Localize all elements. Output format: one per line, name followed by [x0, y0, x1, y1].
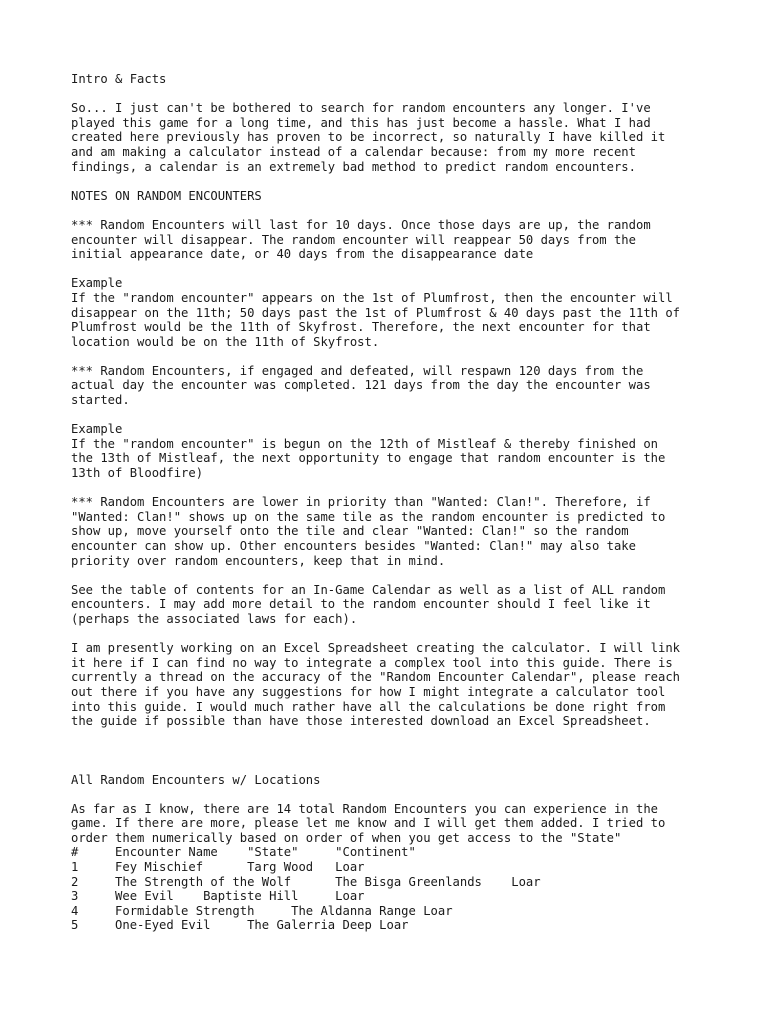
text-line: If the "random encounter" appears on the 1st of Plumfrost, then the encounter will — [71, 290, 673, 305]
text-line: order them numerically based on order of when you get access to the "State" — [71, 830, 622, 845]
text-line: priority over random encounters, keep that in mind. — [71, 553, 446, 568]
spacer — [71, 203, 761, 218]
table-row: 5 One-Eyed Evil The Galerria Deep Loar — [71, 918, 409, 933]
document-page — [71, 72, 761, 933]
text-line: disappear on the 11th; 50 days past the 1st of Plumfrost & 40 days past the 11th of — [71, 305, 681, 320]
text-line: "Wanted: Clan!" shows up on the same tile as the random encounter is predicted to — [71, 509, 666, 524]
spacer — [71, 758, 761, 773]
spacer — [71, 262, 761, 277]
text-line: started. — [71, 393, 130, 408]
text-line: (perhaps the associated laws for each). — [71, 611, 358, 626]
spacer — [71, 87, 761, 102]
all-encounters-paragraph — [71, 802, 761, 846]
text-line: show up, move yourself onto the tile and clear "Wanted: Clan!" so the random — [71, 524, 629, 539]
excel-paragraph — [71, 641, 761, 729]
text-line: currently a thread on the accuracy of the "Random Encounter Calendar", please reach — [71, 670, 681, 685]
table-header-row: # Encounter Name "State" "Continent" — [71, 845, 416, 860]
spacer — [71, 408, 761, 423]
text-line: So... I just can't be bothered to search for random encounters any longer. I've — [71, 101, 651, 116]
text-line: *** Random Encounters are lower in priority than "Wanted: Clan!". Therefore, if — [71, 495, 651, 510]
encounter-table — [71, 845, 761, 933]
text-line: encounter will disappear. The random encounter will reappear 50 days from the — [71, 232, 636, 247]
intro-paragraph — [71, 101, 761, 174]
text-line: it here if I can find no way to integrate a complex tool into this guide. There is — [71, 655, 673, 670]
spacer — [71, 743, 761, 758]
text-line: game. If there are more, please let me know and I will get them added. I tried to — [71, 816, 666, 831]
text-line: *** Random Encounters, if engaged and defeated, will respawn 120 days from the — [71, 363, 644, 378]
spacer — [71, 349, 761, 364]
example-paragraph — [71, 291, 761, 349]
spacer — [71, 627, 761, 642]
example-paragraph — [71, 437, 761, 481]
example-label: Example — [71, 276, 123, 291]
text-line: created here previously has proven to be incorrect, so naturally I have killed it — [71, 130, 666, 145]
text-line: findings, a calendar is an extremely bad method to predict random encounters. — [71, 159, 636, 174]
notes-heading: NOTES ON RANDOM ENCOUNTERS — [71, 188, 262, 203]
note-priority — [71, 495, 761, 568]
text-line: location would be on the 11th of Skyfrost. — [71, 334, 380, 349]
table-row: 3 Wee Evil Baptiste Hill Loar — [71, 889, 365, 904]
table-row: 2 The Strength of the Wolf The Bisga Greenlands Loar — [71, 874, 541, 889]
spacer — [71, 568, 761, 583]
text-line: and am making a calculator instead of a calendar because: from my more recent — [71, 144, 636, 159]
text-line: encounter can show up. Other encounters besides "Wanted: Clan!" may also take — [71, 539, 636, 553]
text-line: If the "random encounter" is begun on the 12th of Mistleaf & thereby finished on — [71, 436, 658, 451]
table-row: 4 Formidable Strength The Aldanna Range Loar — [71, 903, 453, 918]
text-line: As far as I know, there are 14 total Random Encounters you can experience in the — [71, 801, 658, 816]
note-respawn — [71, 364, 761, 408]
text-line: into this guide. I would much rather have all the calculations be done right from — [71, 699, 666, 714]
text-line: actual day the encounter was completed. 121 days from the day the encounter was — [71, 378, 651, 393]
text-line: the 13th of Mistleaf, the next opportunity to engage that random encounter is the — [71, 451, 666, 466]
text-line: played this game for a long time, and this has just become a hassle. What I had — [71, 115, 651, 130]
text-line: *** Random Encounters will last for 10 days. Once those days are up, the random — [71, 217, 651, 232]
text-line: 13th of Bloodfire) — [71, 466, 204, 481]
spacer — [71, 174, 761, 189]
text-line: the guide if possible than have those interested download an Excel Spreadsheet. — [71, 714, 651, 729]
text-line: out there if you have any suggestions for how I might integrate a calculator tool — [71, 684, 666, 699]
example-label: Example — [71, 422, 123, 437]
all-encounters-heading: All Random Encounters w/ Locations — [71, 772, 321, 787]
spacer — [71, 729, 761, 744]
text-line: See the table of contents for an In-Game Calendar as well as a list of ALL random — [71, 582, 666, 597]
text-line: initial appearance date, or 40 days from the disappearance date — [71, 247, 534, 262]
note-duration — [71, 218, 761, 262]
spacer — [71, 481, 761, 496]
text-line: Plumfrost would be the 11th of Skyfrost. Therefore, the next encounter for that — [71, 320, 651, 335]
text-line: I am presently working on an Excel Spreadsheet creating the calculator. I will link — [71, 641, 681, 656]
text-line: encounters. I may add more detail to the random encounter should I feel like it — [71, 597, 651, 612]
intro-heading: Intro & Facts — [71, 72, 167, 86]
spacer — [71, 787, 761, 802]
table-row: 1 Fey Mischief Targ Wood Loar — [71, 860, 365, 875]
toc-paragraph — [71, 583, 761, 627]
